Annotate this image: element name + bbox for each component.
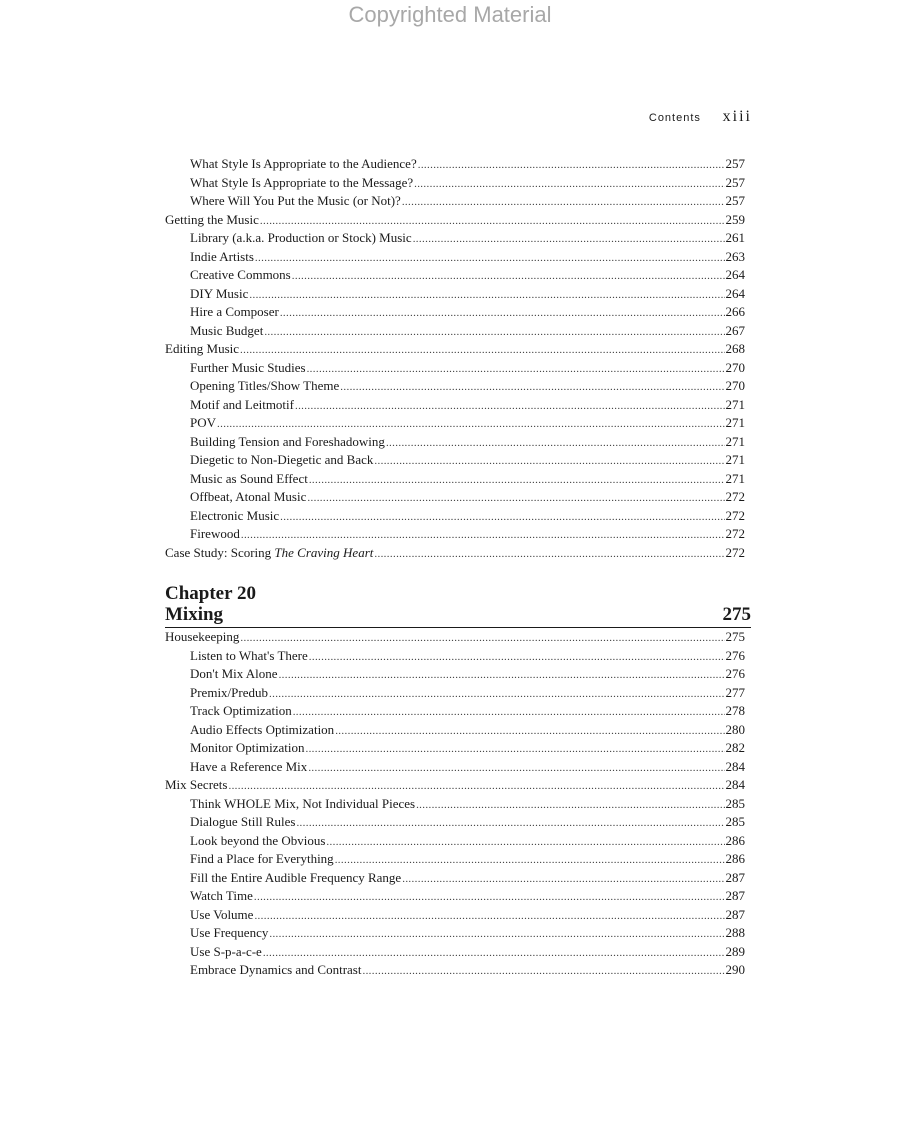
toc-entry-page: 261 bbox=[725, 230, 745, 245]
leader-dots bbox=[240, 628, 724, 648]
toc-entry-title-text: Embrace Dynamics and Contrast bbox=[190, 962, 362, 977]
toc-entry-page: 284 bbox=[725, 758, 745, 774]
toc-entry-page: 268 bbox=[725, 341, 745, 356]
leader-dots bbox=[305, 739, 724, 759]
toc-entry-title bbox=[190, 507, 279, 526]
toc-entry bbox=[165, 507, 745, 526]
toc-entry bbox=[165, 192, 745, 211]
toc-entry bbox=[165, 739, 745, 758]
toc-entry bbox=[165, 211, 745, 230]
toc-entry-page: 271 bbox=[725, 452, 745, 467]
leader-dots bbox=[402, 869, 724, 889]
toc-entry-title bbox=[190, 303, 279, 322]
toc-entry-page: 287 bbox=[725, 906, 745, 922]
toc-entry-title-text: Monitor Optimization bbox=[190, 740, 305, 755]
toc-entry bbox=[165, 470, 745, 489]
toc-entry-title-text: Further Music Studies bbox=[190, 359, 306, 375]
leader-dots bbox=[280, 507, 724, 527]
chapter-title: Mixing bbox=[165, 604, 224, 625]
toc-entry-title bbox=[190, 850, 334, 869]
toc-entry-title bbox=[190, 887, 253, 906]
toc-entry-title bbox=[190, 665, 278, 684]
toc-entry-page: 266 bbox=[725, 304, 745, 319]
toc-entry bbox=[165, 795, 745, 814]
toc-entry-page: 272 bbox=[725, 489, 745, 504]
toc-entry-page: 271 bbox=[725, 396, 745, 412]
leader-dots bbox=[296, 813, 724, 833]
toc-entry-title bbox=[165, 544, 373, 563]
toc-entry-page: 257 bbox=[725, 156, 745, 171]
toc-entry bbox=[165, 525, 745, 544]
toc-entry bbox=[165, 155, 745, 174]
toc-entry bbox=[165, 285, 745, 304]
toc-entry-page: 264 bbox=[725, 267, 745, 282]
toc-entry-title-text: DIY Music bbox=[190, 285, 249, 301]
toc-entry bbox=[165, 248, 745, 267]
toc-entry-page: 288 bbox=[725, 925, 745, 940]
toc-entry-title-text: What Style Is Appropriate to the Message? bbox=[190, 174, 414, 190]
toc-entry-title-text: Creative Commons bbox=[190, 267, 291, 282]
leader-dots bbox=[249, 285, 724, 305]
leader-dots bbox=[413, 229, 725, 249]
toc-entry-title-text: Diegetic to Non-Diegetic and Back bbox=[190, 452, 374, 467]
toc-entry bbox=[165, 229, 745, 248]
toc-entry-title bbox=[190, 525, 240, 544]
leader-dots bbox=[307, 488, 724, 508]
toc-entry-page: 284 bbox=[725, 777, 745, 792]
toc-entry-title bbox=[190, 266, 291, 285]
toc-entry bbox=[165, 869, 745, 888]
toc-entry-page: 270 bbox=[725, 359, 745, 375]
toc-entry-title bbox=[190, 396, 294, 415]
toc-entry-page: 263 bbox=[725, 248, 745, 264]
toc-entry-title-text: Motif and Leitmotif bbox=[190, 396, 294, 412]
toc-entry-title-text: Track Optimization bbox=[190, 703, 292, 718]
toc-entry-title bbox=[190, 795, 415, 814]
leader-dots bbox=[362, 961, 724, 981]
leader-dots bbox=[217, 414, 724, 434]
toc-entry-title-text: Offbeat, Atonal Music bbox=[190, 489, 307, 504]
toc-entry bbox=[165, 776, 745, 795]
toc-entry bbox=[165, 414, 745, 433]
leader-dots bbox=[416, 795, 724, 815]
toc-entry bbox=[165, 488, 745, 507]
toc-entry-title-text: Music Budget bbox=[190, 322, 264, 338]
toc-entry-title bbox=[190, 813, 295, 832]
toc-entry bbox=[165, 906, 745, 925]
toc-entry-page: 278 bbox=[725, 703, 745, 718]
toc-entry-title-text: Getting the Music bbox=[165, 211, 259, 227]
toc-entry-page: 264 bbox=[725, 285, 745, 301]
leader-dots bbox=[255, 248, 725, 268]
toc-entry-title bbox=[190, 174, 413, 193]
toc-entry-title-text: Building Tension and Foreshadowing bbox=[190, 433, 385, 449]
toc-entry-page: 282 bbox=[725, 740, 745, 755]
toc-entry bbox=[165, 451, 745, 470]
leader-dots bbox=[340, 377, 724, 397]
toc-entry-page: 286 bbox=[725, 832, 745, 848]
toc-entry bbox=[165, 924, 745, 943]
toc-entry-title-text: Think WHOLE Mix, Not Individual Pieces bbox=[190, 795, 416, 811]
toc-entry-title-italic: The Craving Heart bbox=[274, 544, 374, 560]
toc-entry-page: 276 bbox=[725, 666, 745, 681]
chapter-page: 275 bbox=[722, 604, 751, 625]
toc-entry-title-text: Have a Reference Mix bbox=[190, 758, 308, 774]
toc-entry-title-text: Use Frequency bbox=[190, 925, 269, 940]
toc-entry-title bbox=[165, 628, 239, 647]
leader-dots bbox=[254, 906, 724, 926]
toc-entry-title-text: Electronic Music bbox=[190, 507, 280, 523]
leader-dots bbox=[335, 721, 724, 741]
toc-entry bbox=[165, 359, 745, 378]
toc-entry-title bbox=[165, 340, 239, 359]
toc-entry-title bbox=[190, 924, 268, 943]
leader-dots bbox=[269, 924, 724, 944]
leader-dots bbox=[293, 702, 725, 722]
toc-entry-title bbox=[190, 433, 385, 452]
page-number: xiii bbox=[722, 108, 752, 125]
chapter-title-row bbox=[165, 604, 751, 628]
toc-entry bbox=[165, 758, 745, 777]
running-head-label: Contents bbox=[648, 112, 701, 124]
toc-entry-title-text: Indie Artists bbox=[190, 248, 254, 264]
leader-dots bbox=[241, 525, 725, 545]
toc-entry-page: 287 bbox=[725, 869, 745, 885]
toc-entry-page: 272 bbox=[725, 544, 745, 560]
leader-dots bbox=[307, 359, 725, 379]
toc-entry-title-text: Find a Place for Everything bbox=[190, 851, 334, 866]
toc-entry-page: 277 bbox=[725, 684, 745, 700]
toc-entry-title-text: Opening Titles/Show Theme bbox=[190, 378, 340, 393]
toc-entry-title-text: Dialogue Still Rules bbox=[190, 814, 296, 829]
leader-dots bbox=[374, 544, 724, 564]
toc-entry-title bbox=[190, 684, 268, 703]
leader-dots bbox=[335, 850, 725, 870]
toc-entry bbox=[165, 943, 745, 962]
toc-entry-page: 287 bbox=[725, 888, 745, 903]
toc-entry-page: 289 bbox=[725, 943, 745, 959]
toc-entry-title bbox=[190, 906, 253, 925]
toc-entry bbox=[165, 832, 745, 851]
chapter-label: Chapter 20 bbox=[165, 583, 256, 604]
toc-entry-title-text: Premix/Predub bbox=[190, 684, 268, 700]
toc-entry-title-text: Don't Mix Alone bbox=[190, 666, 278, 681]
toc-entry bbox=[165, 702, 745, 721]
toc-entry-page: 275 bbox=[725, 629, 745, 644]
leader-dots bbox=[260, 211, 725, 231]
toc-entry bbox=[165, 266, 745, 285]
toc-entry bbox=[165, 665, 745, 684]
toc-entry bbox=[165, 396, 745, 415]
toc-entry-title bbox=[190, 155, 417, 174]
leader-dots bbox=[374, 451, 724, 471]
toc-entry-page: 259 bbox=[725, 211, 745, 227]
toc-entry-title-text: Watch Time bbox=[190, 888, 253, 903]
toc-entry-title-text: Look beyond the Obvious bbox=[190, 832, 326, 848]
toc-entry bbox=[165, 684, 745, 703]
toc-entry-page: 271 bbox=[725, 470, 745, 486]
toc-section-chapter-20 bbox=[165, 628, 745, 980]
chapter-heading bbox=[165, 583, 751, 628]
toc-entry bbox=[165, 647, 745, 666]
toc-entry-title-text: Firewood bbox=[190, 526, 240, 541]
leader-dots bbox=[309, 470, 725, 490]
toc-entry-page: 285 bbox=[725, 814, 745, 829]
leader-dots bbox=[279, 665, 725, 685]
leader-dots bbox=[309, 647, 725, 667]
toc-entry bbox=[165, 887, 745, 906]
toc-entry-page: 272 bbox=[725, 526, 745, 541]
toc-entry-title-text: POV bbox=[190, 415, 217, 430]
toc-entry-title bbox=[190, 721, 334, 740]
toc-entry-title-text: Music as Sound Effect bbox=[190, 470, 308, 486]
leader-dots bbox=[228, 776, 724, 796]
toc-entry-title-text: Fill the Entire Audible Frequency Range bbox=[190, 869, 402, 885]
leader-dots bbox=[254, 887, 725, 907]
toc-entry-title-text: Where Will You Put the Music (or Not)? bbox=[190, 193, 401, 208]
leader-dots bbox=[295, 396, 725, 416]
toc-entry bbox=[165, 340, 745, 359]
toc-entry-page: 280 bbox=[725, 721, 745, 737]
toc-entry-title bbox=[190, 192, 401, 211]
leader-dots bbox=[414, 174, 724, 194]
toc-entry bbox=[165, 850, 745, 869]
toc-entry-title bbox=[165, 211, 259, 230]
toc-entry bbox=[165, 544, 745, 563]
leader-dots bbox=[308, 758, 724, 778]
leader-dots bbox=[264, 322, 724, 342]
leader-dots bbox=[292, 266, 725, 286]
toc-entry-title-text: What Style Is Appropriate to the Audience? bbox=[190, 156, 417, 171]
leader-dots bbox=[263, 943, 725, 963]
toc-entry bbox=[165, 721, 745, 740]
toc-entry-page: 276 bbox=[725, 647, 745, 663]
toc-entry-title-text: Use S-p-a-c-e bbox=[190, 943, 262, 959]
toc-entry-title bbox=[190, 488, 306, 507]
leader-dots bbox=[280, 303, 725, 323]
leader-dots bbox=[326, 832, 724, 852]
toc-entry-page: 257 bbox=[725, 193, 745, 208]
toc-entry-page: 270 bbox=[725, 378, 745, 393]
toc-entry-title bbox=[190, 248, 254, 267]
toc-entry-title bbox=[190, 943, 262, 962]
toc-entry-title bbox=[190, 285, 248, 304]
toc-entry-page: 267 bbox=[725, 322, 745, 338]
toc-entry bbox=[165, 433, 745, 452]
leader-dots bbox=[402, 192, 725, 212]
running-head bbox=[160, 108, 752, 126]
leader-dots bbox=[269, 684, 725, 704]
toc-entry-title bbox=[190, 414, 216, 433]
toc-entry-title bbox=[190, 451, 373, 470]
toc-entry-page: 290 bbox=[725, 962, 745, 977]
toc-entry-title-text: Case Study: Scoring bbox=[165, 544, 275, 560]
toc-entry-title bbox=[165, 776, 227, 795]
toc-entry bbox=[165, 174, 745, 193]
toc-entry-title-text: Mix Secrets bbox=[165, 777, 228, 792]
toc-entry-title bbox=[190, 470, 308, 489]
watermark: Copyrighted Material bbox=[348, 2, 552, 27]
toc-entry-page: 271 bbox=[725, 433, 745, 449]
toc-entry-page: 285 bbox=[725, 795, 745, 811]
toc-entry-title bbox=[190, 377, 339, 396]
toc-entry-title-text: Library (a.k.a. Production or Stock) Music bbox=[190, 230, 412, 245]
toc-section-previous-chapter bbox=[165, 155, 745, 562]
toc-entry-title bbox=[190, 647, 308, 666]
toc-entry-title-text: Editing Music bbox=[165, 341, 240, 356]
toc-entry-title bbox=[190, 739, 304, 758]
toc-entry-title bbox=[190, 832, 325, 851]
leader-dots bbox=[418, 155, 725, 175]
toc-entry-title bbox=[190, 359, 306, 378]
leader-dots bbox=[386, 433, 725, 453]
toc-entry-title bbox=[190, 702, 292, 721]
toc-entry bbox=[165, 377, 745, 396]
leader-dots bbox=[240, 340, 724, 360]
toc-entry-title bbox=[190, 322, 263, 341]
toc-entry bbox=[165, 303, 745, 322]
toc-entry-title-text: Housekeeping bbox=[165, 629, 240, 644]
toc-entry-page: 272 bbox=[725, 507, 745, 523]
toc-entry-page: 257 bbox=[725, 174, 745, 190]
toc-entry-title bbox=[190, 758, 307, 777]
toc-entry-title-text: Hire a Composer bbox=[190, 304, 279, 319]
toc-entry-title bbox=[190, 229, 412, 248]
toc-entry-title bbox=[190, 961, 361, 980]
toc-entry-title bbox=[190, 869, 401, 888]
toc-entry bbox=[165, 628, 745, 647]
toc-entry-title-text: Use Volume bbox=[190, 906, 254, 922]
toc-entry bbox=[165, 961, 745, 980]
toc-entry bbox=[165, 813, 745, 832]
toc-entry-title-text: Audio Effects Optimization bbox=[190, 721, 335, 737]
toc-entry-page: 271 bbox=[725, 415, 745, 430]
toc-entry-title-text: Listen to What's There bbox=[190, 647, 308, 663]
toc-entry-page: 286 bbox=[725, 851, 745, 866]
toc-entry bbox=[165, 322, 745, 341]
